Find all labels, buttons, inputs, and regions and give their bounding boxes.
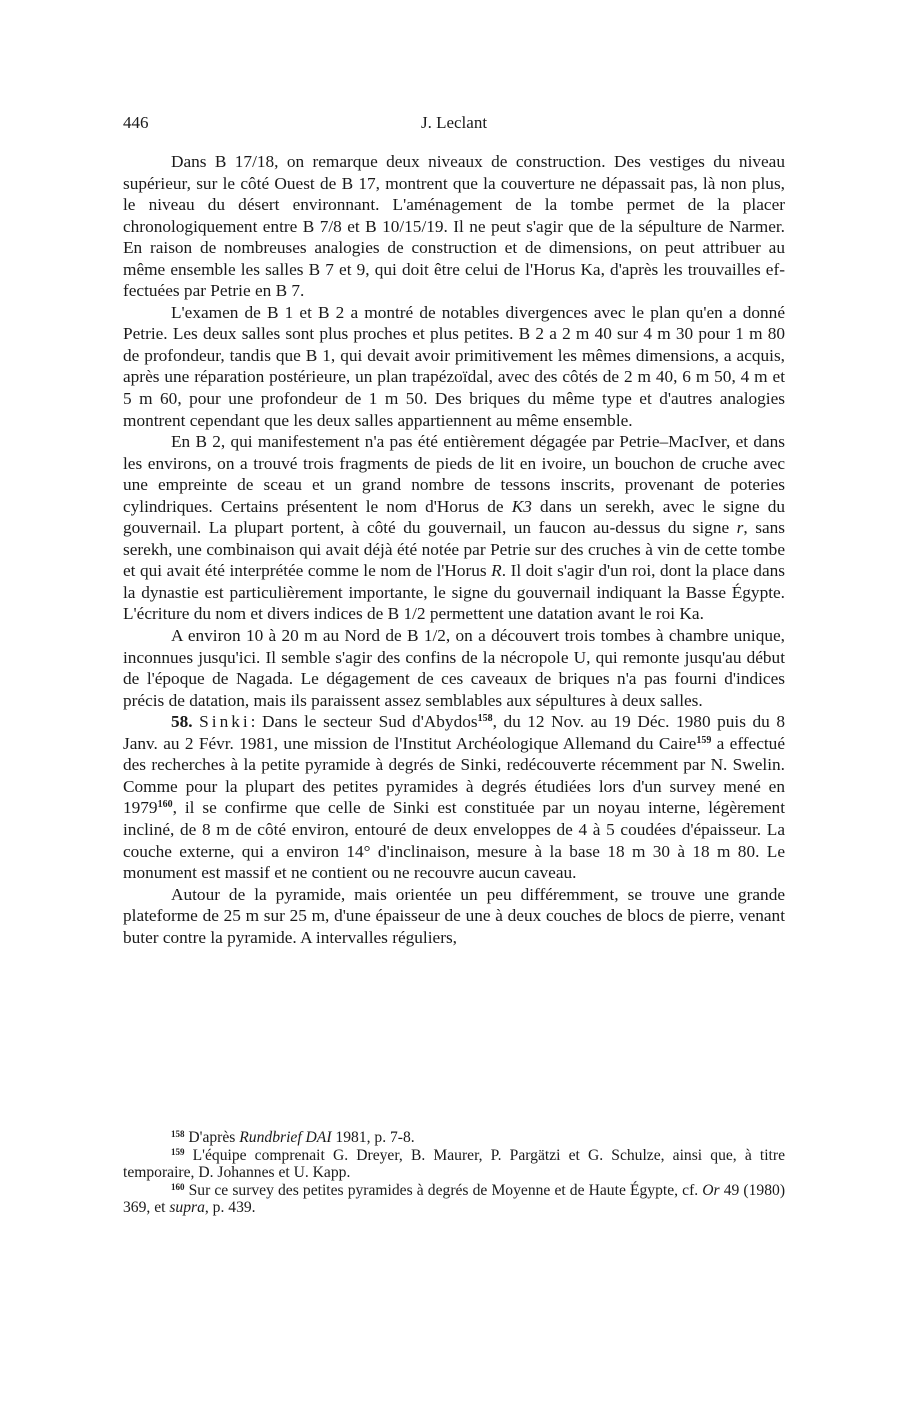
paragraph: [123, 151, 785, 302]
italic-text: K3: [511, 496, 532, 516]
footnotes: [123, 1129, 785, 1217]
text-run: 1981, p. 7-8.: [331, 1129, 415, 1146]
italic-text: r: [736, 518, 744, 538]
text-run: , du 12 Nov. au 19 Déc. 1980 puis du 8 Janv. au 2 Févr. 1981, une mission de l'Institut Archéologique Allemand du Caire: [123, 712, 785, 753]
text-run: dans un serekh, avec le signe du gouvernail. La plupart portent, à côté du gouvernail, un faucon au-dessus du signe: [123, 496, 785, 538]
text-run: , sans serekh, une combinaison qui avait déjà été notée par Petrie sur des cruches à vin de cette tombe et qui avait été interprétée comme le nom de l'Horus: [123, 518, 785, 581]
paragraph: [123, 302, 785, 431]
footnote-ref: 159: [696, 734, 712, 746]
footnote-ref: 160: [171, 1181, 185, 1192]
italic-text: R: [491, 561, 502, 581]
section-heading: Sinki: [199, 712, 251, 732]
italic-text: Rundbrief DAI: [239, 1129, 332, 1146]
text-run: : Dans le secteur Sud d'Abydos: [250, 712, 478, 732]
text-run: 49 (1980) 369, et: [123, 1181, 786, 1217]
text-run: a effectué des recherches à la petite pyramide à degrés de Sinki, redécouverte récemment par N. Swelin. Comme pour la plupart des petites pyramides à degrés étudiées lors d'un survey mené en 1979: [123, 733, 785, 818]
text-run: A environ 10 à 20 m au Nord de B 1/2, on a découvert trois tombes à chambre unique, inconnues jusqu'ici. Il semble s'agir des confins de la nécropole U, qui remonte jusqu'au début de l'époque de Nagada. Le dégagement de ces caveaux de briques n'a pas fourni d'indices précis de datation, mais ils paraissent assez semblables aux sépultures à deux salles.: [123, 626, 785, 710]
paragraph-section-58: [123, 711, 785, 883]
footnote-ref: 159: [171, 1146, 185, 1157]
text-run: L'équipe comprenait G. Dreyer, B. Maurer, P. Pargätzi et G. Schulze, ainsi que, à titre temporaire, D. Johannes et U. Kapp.: [123, 1146, 785, 1182]
paragraph: [123, 431, 785, 625]
footnote-ref: 158: [171, 1129, 185, 1139]
footnote-159: [123, 1147, 785, 1182]
text-run: L'examen de B 1 et B 2 a montré de notables divergences avec le plan qu'en a donné Petrie. Les deux salles sont plus proches et plus petites. B 2 a 2 m 40 sur 4 m 30 pour 1 m 80 de profondeur, tandis que B 1, qui devait avoir primitivement les mêmes dimensions, a acquis, après une réparation postérieure, un plan trapézoïdal, avec des côtés de 2 m 40, 6 m 50, 4 m et 5 m 60, pour une profondeur de 1 m 50. Des briques du même type et d'autres analogies montrent cependant que les deux salles appartiennent au même ensemble.: [123, 302, 785, 430]
footnote-158: [123, 1129, 785, 1147]
page-header: [123, 113, 785, 137]
paragraph: [123, 625, 785, 711]
text-run: D'après: [184, 1129, 240, 1146]
text-run: Sur ce survey des petites pyramides à degrés de Moyenne et de Haute Égypte, cf.: [184, 1181, 703, 1199]
text-run: En B 2, qui manifestement n'a pas été entièrement dégagée par Petrie–MacIver, et dans les environs, on a trouvé trois fragments de pieds de lit en ivoire, un bouchon de cruche avec une empreinte de sceau et un grand nombre de tessons inscrits, provenant de poteries cylindriques. Certains présentent le nom d'Horus de: [123, 432, 785, 516]
paragraph: [123, 884, 785, 949]
page-number: 446: [123, 113, 149, 132]
italic-text: Or: [702, 1181, 720, 1199]
running-head: J. Leclant: [420, 113, 488, 132]
text-run: Autour de la pyramide, mais orientée un peu différemment, se trouve une grande plateforme de 25 m sur 25 m, d'une épaisseur de une à deux couches de blocs de pierre, venant buter contre la pyramide. A intervalles réguliers,: [123, 884, 785, 947]
footnote-ref: 160: [157, 799, 173, 811]
footnote-ref: 158: [477, 713, 493, 725]
text-run: , il se confirme que celle de Sinki est constituée par un noyau interne, légèrement incliné, de 8 m de côté environ, entouré de deux enveloppes de 4 à 5 coudées d'épaisseur. La couche externe, qui a environ 14° d'inclinaison, mesure à la base 18 m 30 à 18 m 80. Le monument est massif et ne contient ou ne recouvre aucun caveau.: [123, 798, 785, 883]
footnote-160: [123, 1182, 785, 1217]
text-run: . Il doit s'agir d'un roi, dont la place dans la dynastie est particulièrement importante, le signe du gouvernail indiquant la Basse Égypte. L'écriture du nom et divers indices de B 1/2 permettent une datation avant le roi Ka.: [123, 561, 785, 624]
text-run: Dans B 17/18, on remarque deux niveaux de construction. Des vestiges du niveau supérieur, sur le côté Ouest de B 17, montrent que la couverture ne dépassait pas, là non plus, le niveau du désert environnant. L'aménagement de la tombe permet de la placer chronologiquement entre B 7/8 et B 10/15/19. Il ne peut s'agir que de la sépulture de Narmer. En raison de nombreuses analogies de construction et de dimensions, on peut attribuer au même ensemble les salles B 7 et 9, qui doit être celui de l'Horus Ka, d'après les trouvailles effectuées par Petrie en B 7.: [123, 152, 785, 301]
italic-text: supra: [169, 1199, 205, 1217]
body-text: [123, 151, 785, 948]
section-number: 58.: [171, 712, 193, 732]
text-run: , p. 439.: [204, 1199, 256, 1217]
